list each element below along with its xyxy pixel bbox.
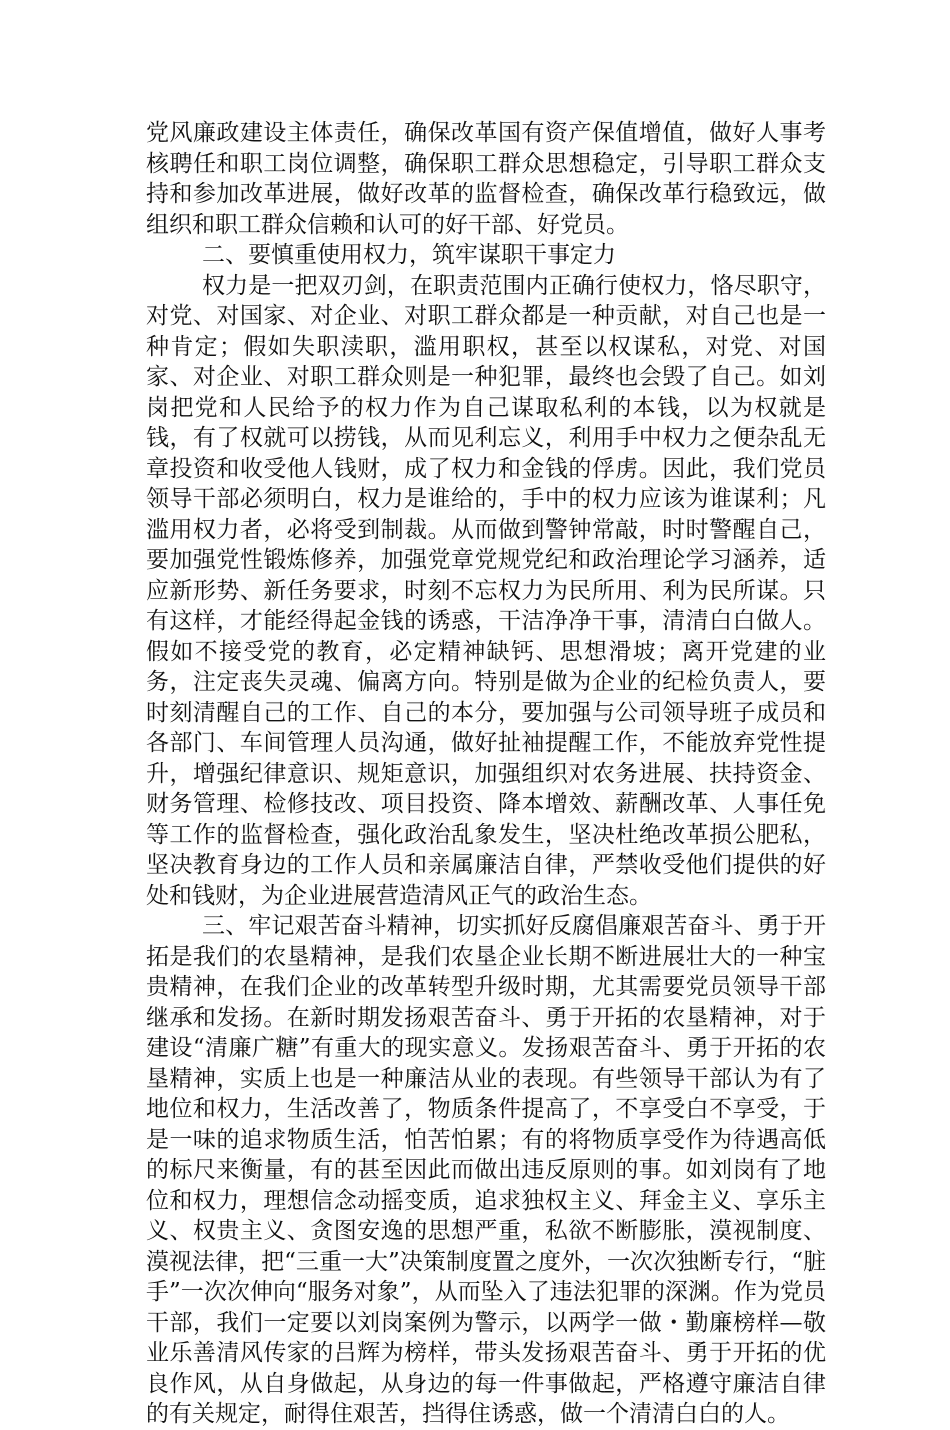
paragraph-intro: 党风廉政建设主体责任，确保改革国有资产保值增值，做好人事考核聘任和职工岗位调整，确保职工群众思想稳定，引导职工群众支持和参加改革进展，做好改革的监督检查，确保改革行稳致远，做组织和职工群众信赖和认可的好干部、好党员。: [146, 120, 826, 238]
document-page: [146, 118, 826, 1430]
paragraph-power: 权力是一把双刃剑，在职责范围内正确行使权力，恪尽职守，对党、对国家、对企业、对职工群众都是一种贡献，对自己也是一种肯定；假如失职渎职，滥用职权，甚至以权谋私，对党、对国家、对企业、对职工群众则是一种犯罪，最终也会毁了自己。如刘岗把党和人民给予的权力作为自己谋取私利的本钱，以为权就是钱，有了权就可以捞钱，从而见利忘义，利用手中权力之便杂乱无章投资和收受他人钱财，成了权力和金钱的俘虏。因此，我们党员领导干部必须明白，权力是谁给的，手中的权力应该为谁谋利；凡滥用权力者，必将受到制裁。从而做到警钟常敲，时时警醒自己，要加强党性锻炼修养，加强党章党规党纪和政治理论学习涵养，适应新形势、新任务要求，时刻不忘权力为民所用、利为民所谋。只有这样，才能经得起金钱的诱惑，干洁净净干事，清清白白做人。假如不接受党的教育，必定精神缺钙、思想滑坡；离开党建的业务，注定丧失灵魂、偏离方向。特别是做为企业的纪检负责人，要时刻清醒自己的工作、自己的本分，要加强与公司领导班子成员和各部门、车间管理人员沟通，做好扯袖提醒工作，不能放弃党性提升，增强纪律意识、规矩意识，加强组织对农务进展、扶持资金、财务管理、检修技改、项目投资、降本增效、薪酬改革、人事任免等工作的监督检查，强化政治乱象发生，坚决杜绝改革损公肥私，坚决教育身边的工作人员和亲属廉洁自律，严禁收受他们提供的好处和钱财，为企业进展营造清风正气的政治生态。: [146, 272, 826, 909]
section-heading-2: 二、要慎重使用权力，筑牢谋职干事定力: [202, 242, 616, 268]
paragraph-hard-work: 三、牢记艰苦奋斗精神，切实抓好反腐倡廉艰苦奋斗、勇于开拓是我们的农垦精神，是我们农垦企业长期不断进展壮大的一种宝贵精神，在我们企业的改革转型升级时期，尤其需要党员领导干部继承和发扬。在新时期发扬艰苦奋斗、勇于开拓的农垦精神，对于建设“清廉广糖”有重大的现实意义。发扬艰苦奋斗、勇于开拓的农垦精神，实质上也是一种廉洁从业的表现。有些领导干部认为有了地位和权力，生活改善了，物质条件提高了，不享受白不享受，于是一味的追求物质生活，怕苦怕累；有的将物质享受作为待遇高低的标尺来衡量，有的甚至因此而做出违反原则的事。如刘岗有了地位和权力，理想信念动摇变质，追求独权主义、拜金主义、享乐主义、权贵主义、贪图安逸的思想严重，私欲不断膨胀，漠视制度、漠视法律，把“三重一大”决策制度置之度外，一次次独断专行，“脏手”一次次伸向“服务对象”，从而坠入了违法犯罪的深渊。作为党员干部，我们一定要以刘岗案例为警示，以两学一做・勤廉榜样—敬业乐善清风传家的吕辉为榜样，带头发扬艰苦奋斗、勇于开拓的优良作风，从自身做起，从身边的每一件事做起，严格遵守廉洁自律的有关规定，耐得住艰苦，挡得住诱惑，做一个清清白白的人。: [146, 913, 826, 1427]
